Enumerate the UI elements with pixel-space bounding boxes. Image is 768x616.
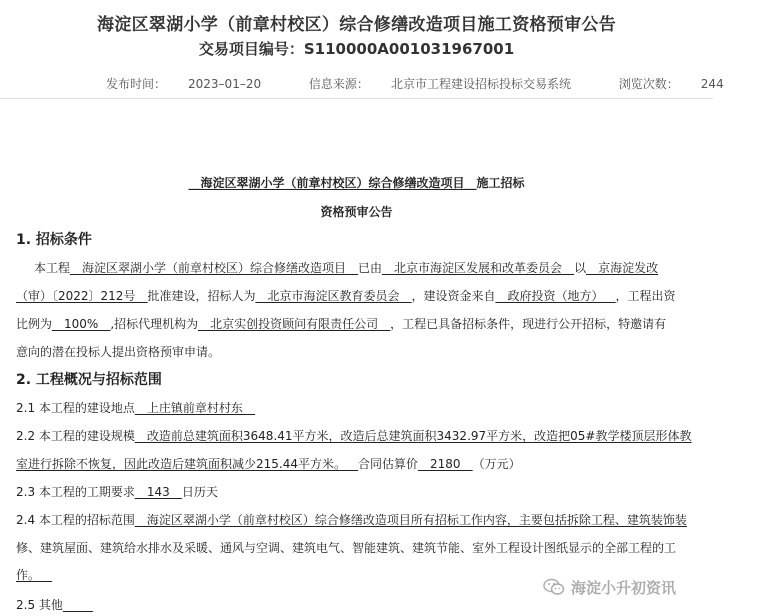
s2-item-2-2-cont: 室进行拆除不恢复，因此改造后建筑面积减少215.44平方米。__合同估算价__2180__（万元） <box>16 457 521 471</box>
info-source: 信息来源： 北京市工程建设招标投标交易系统 <box>308 77 571 91</box>
view-count: 浏览次数： 244 <box>618 77 724 91</box>
s1-line-3: 比例为__100%__,招标代理机构为__北京实创投资顾问有限责任公司__，工程已具备招标条件，现进行公开招标，特邀请有 <box>16 317 667 331</box>
wechat-icon <box>543 578 565 596</box>
section-2-title: 2. 工程概况与招标范围 <box>16 372 162 388</box>
watermark-text: 海淀小升初资讯 <box>571 578 677 597</box>
meta-bar <box>106 75 768 92</box>
s1-line-2: （审）〔2022〕212号__批准建设，招标人为__北京市海淀区教育委员会__，建设资金来自__政府投资（地方）__，工程出资 <box>16 289 676 303</box>
s2-item-2-1: 2.1 本工程的建设地点__上庄镇前章村村东__ <box>16 401 255 415</box>
watermark <box>543 576 676 598</box>
section-1-title: 1. 招标条件 <box>16 232 92 248</box>
s2-item-2-4-cont: 修、建筑屋面、建筑给水排水及采暖、通风与空调、建筑电气、智能建筑、建筑节能、室外工程设计图纸显示的全部工程的工 <box>16 541 677 555</box>
project-code-value: S110000A001031967001 <box>303 40 515 58</box>
s2-item-2-4-end: 作。__ <box>16 568 53 582</box>
s1-line-4: 意向的潜在投标人提出资格预审申请。 <box>16 345 221 359</box>
s2-item-2-4: 2.4 本工程的招标范围__海淀区翠湖小学（前章村校区）综合修缮改造项目所有招标工作内容，主要包括拆除工程、建筑装饰装 <box>16 513 687 527</box>
notice-heading: __海淀区翠湖小学（前章村校区）综合修缮改造项目__施工招标 <box>188 176 525 190</box>
s2-item-2-3: 2.3 本工程的工期要求__143__日历天 <box>16 485 218 499</box>
source-link[interactable]: 北京市工程建设招标投标交易系统 <box>390 77 571 91</box>
project-code-label: 交易项目编号： <box>198 40 304 58</box>
publish-time: 发布时间： 2023–01–20 <box>106 77 262 91</box>
s2-item-2-5: 2.5 其他_____ <box>16 598 93 612</box>
s2-item-2-2: 2.2 本工程的建设规模__改造前总建筑面积3648.41平方米，改造后总建筑面积3432.97平方米，改造把05#教学楼顶层形体教 <box>16 429 692 443</box>
divider <box>0 98 713 99</box>
project-code <box>0 38 713 59</box>
page-title: 海淀区翠湖小学（前章村校区）综合修缮改造项目施工资格预审公告 <box>97 15 616 35</box>
s1-line-1: 本工程__海淀区翠湖小学（前章村校区）综合修缮改造项目__已由__北京市海淀区发展和改革委员会__以__京海淀发改 <box>34 261 659 275</box>
notice-subheading: 资格预审公告 <box>320 205 393 219</box>
